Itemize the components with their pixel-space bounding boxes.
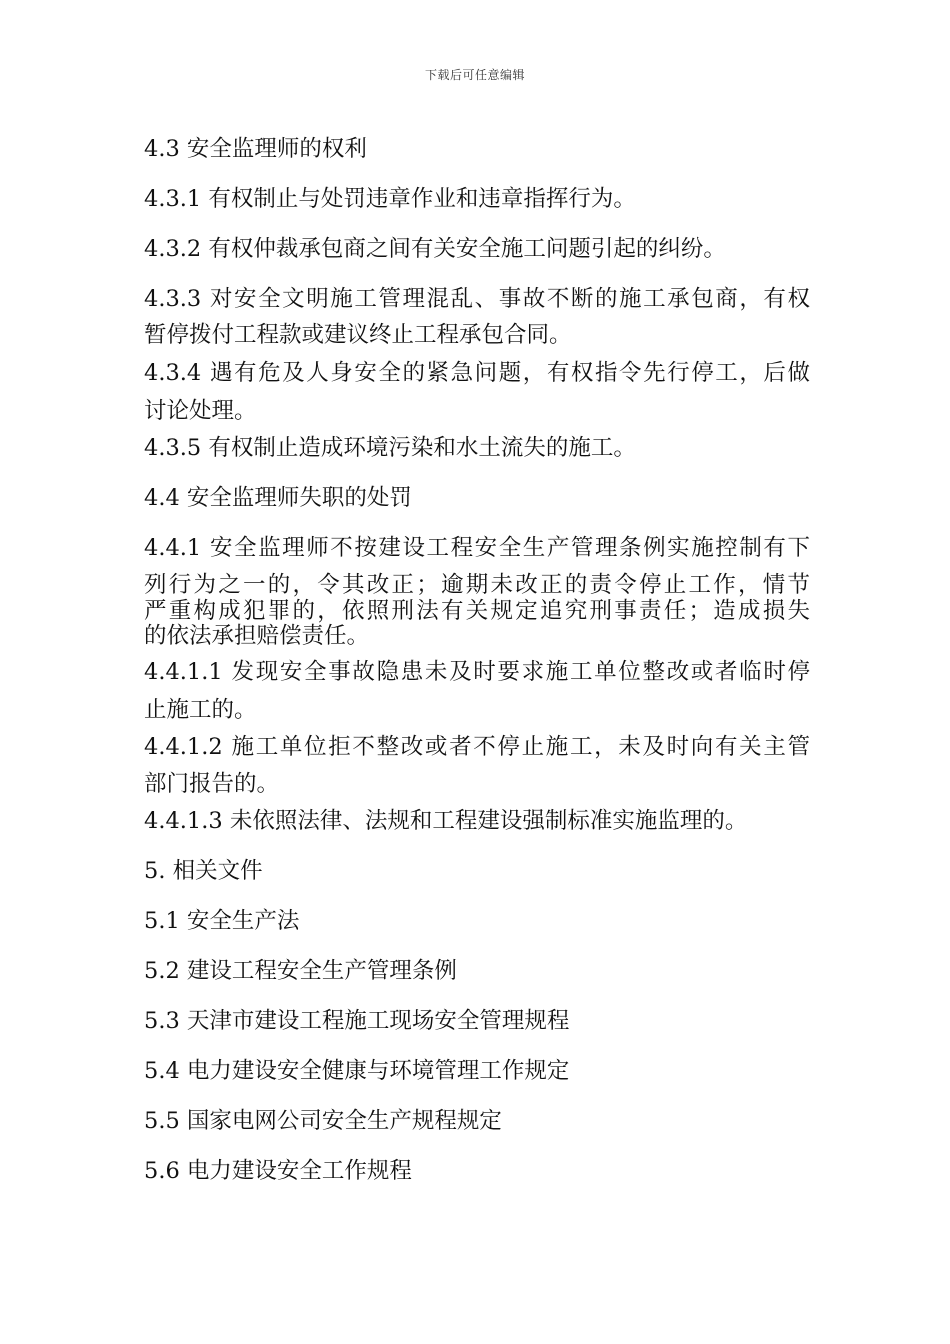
paragraph-4-4-1-1-line1: 4.4.1.1 发现安全事故隐患未及时要求施工单位整改或者临时停	[144, 659, 810, 685]
paragraph-4-3-4-line1: 4.3.4 遇有危及人身安全的紧急问题，有权指令先行停工，后做	[144, 360, 810, 386]
reference-5-6: 5.6 电力建设安全工作规程	[144, 1158, 412, 1184]
section-heading-5: 5. 相关文件	[144, 858, 263, 884]
paragraph-4-3-1: 4.3.1 有权制止与处罚违章作业和违章指挥行为。	[144, 186, 636, 212]
paragraph-4-3-3-line2: 暂停拨付工程款或建议终止工程承包合同。	[144, 322, 572, 348]
paragraph-4-4-1-line1: 4.4.1 安全监理师不按建设工程安全生产管理条例实施控制有下	[144, 535, 810, 561]
reference-5-5: 5.5 国家电网公司安全生产规程规定	[144, 1108, 502, 1134]
section-heading-4-3: 4.3 安全监理师的权利	[144, 136, 367, 162]
paragraph-4-4-1-line2: 列行为之一的，令其改正；逾期未改正的责令停止工作，情节	[144, 572, 810, 598]
paragraph-4-4-1-1-line2: 止施工的。	[144, 697, 257, 723]
paragraph-4-3-2: 4.3.2 有权仲裁承包商之间有关安全施工问题引起的纠纷。	[144, 236, 726, 262]
paragraph-4-4-1-3: 4.4.1.3 未依照法律、法规和工程建设强制标准实施监理的。	[144, 808, 748, 834]
paragraph-4-4-1-2-line2: 部门报告的。	[144, 771, 280, 797]
paragraph-4-3-5: 4.3.5 有权制止造成环境污染和水土流失的施工。	[144, 435, 636, 461]
reference-5-2: 5.2 建设工程安全生产管理条例	[144, 958, 457, 984]
section-heading-4-4: 4.4 安全监理师失职的处罚	[144, 485, 412, 511]
paragraph-4-4-1-line4: 的依法承担赔偿责任。	[144, 623, 370, 649]
paragraph-4-4-1-2-line1: 4.4.1.2 施工单位拒不整改或者不停止施工，未及时向有关主管	[144, 734, 810, 760]
paragraph-4-3-3-line1: 4.3.3 对安全文明施工管理混乱、事故不断的施工承包商，有权	[144, 286, 810, 312]
reference-5-4: 5.4 电力建设安全健康与环境管理工作规定	[144, 1058, 570, 1084]
paragraph-4-3-4-line2: 讨论处理。	[144, 398, 257, 424]
page-header: 下载后可任意编辑	[424, 68, 525, 82]
reference-5-3: 5.3 天津市建设工程施工现场安全管理规程	[144, 1008, 570, 1034]
reference-5-1: 5.1 安全生产法	[144, 908, 300, 934]
paragraph-4-4-1-line3: 严重构成犯罪的，依照刑法有关规定追究刑事责任；造成损失	[144, 598, 810, 624]
